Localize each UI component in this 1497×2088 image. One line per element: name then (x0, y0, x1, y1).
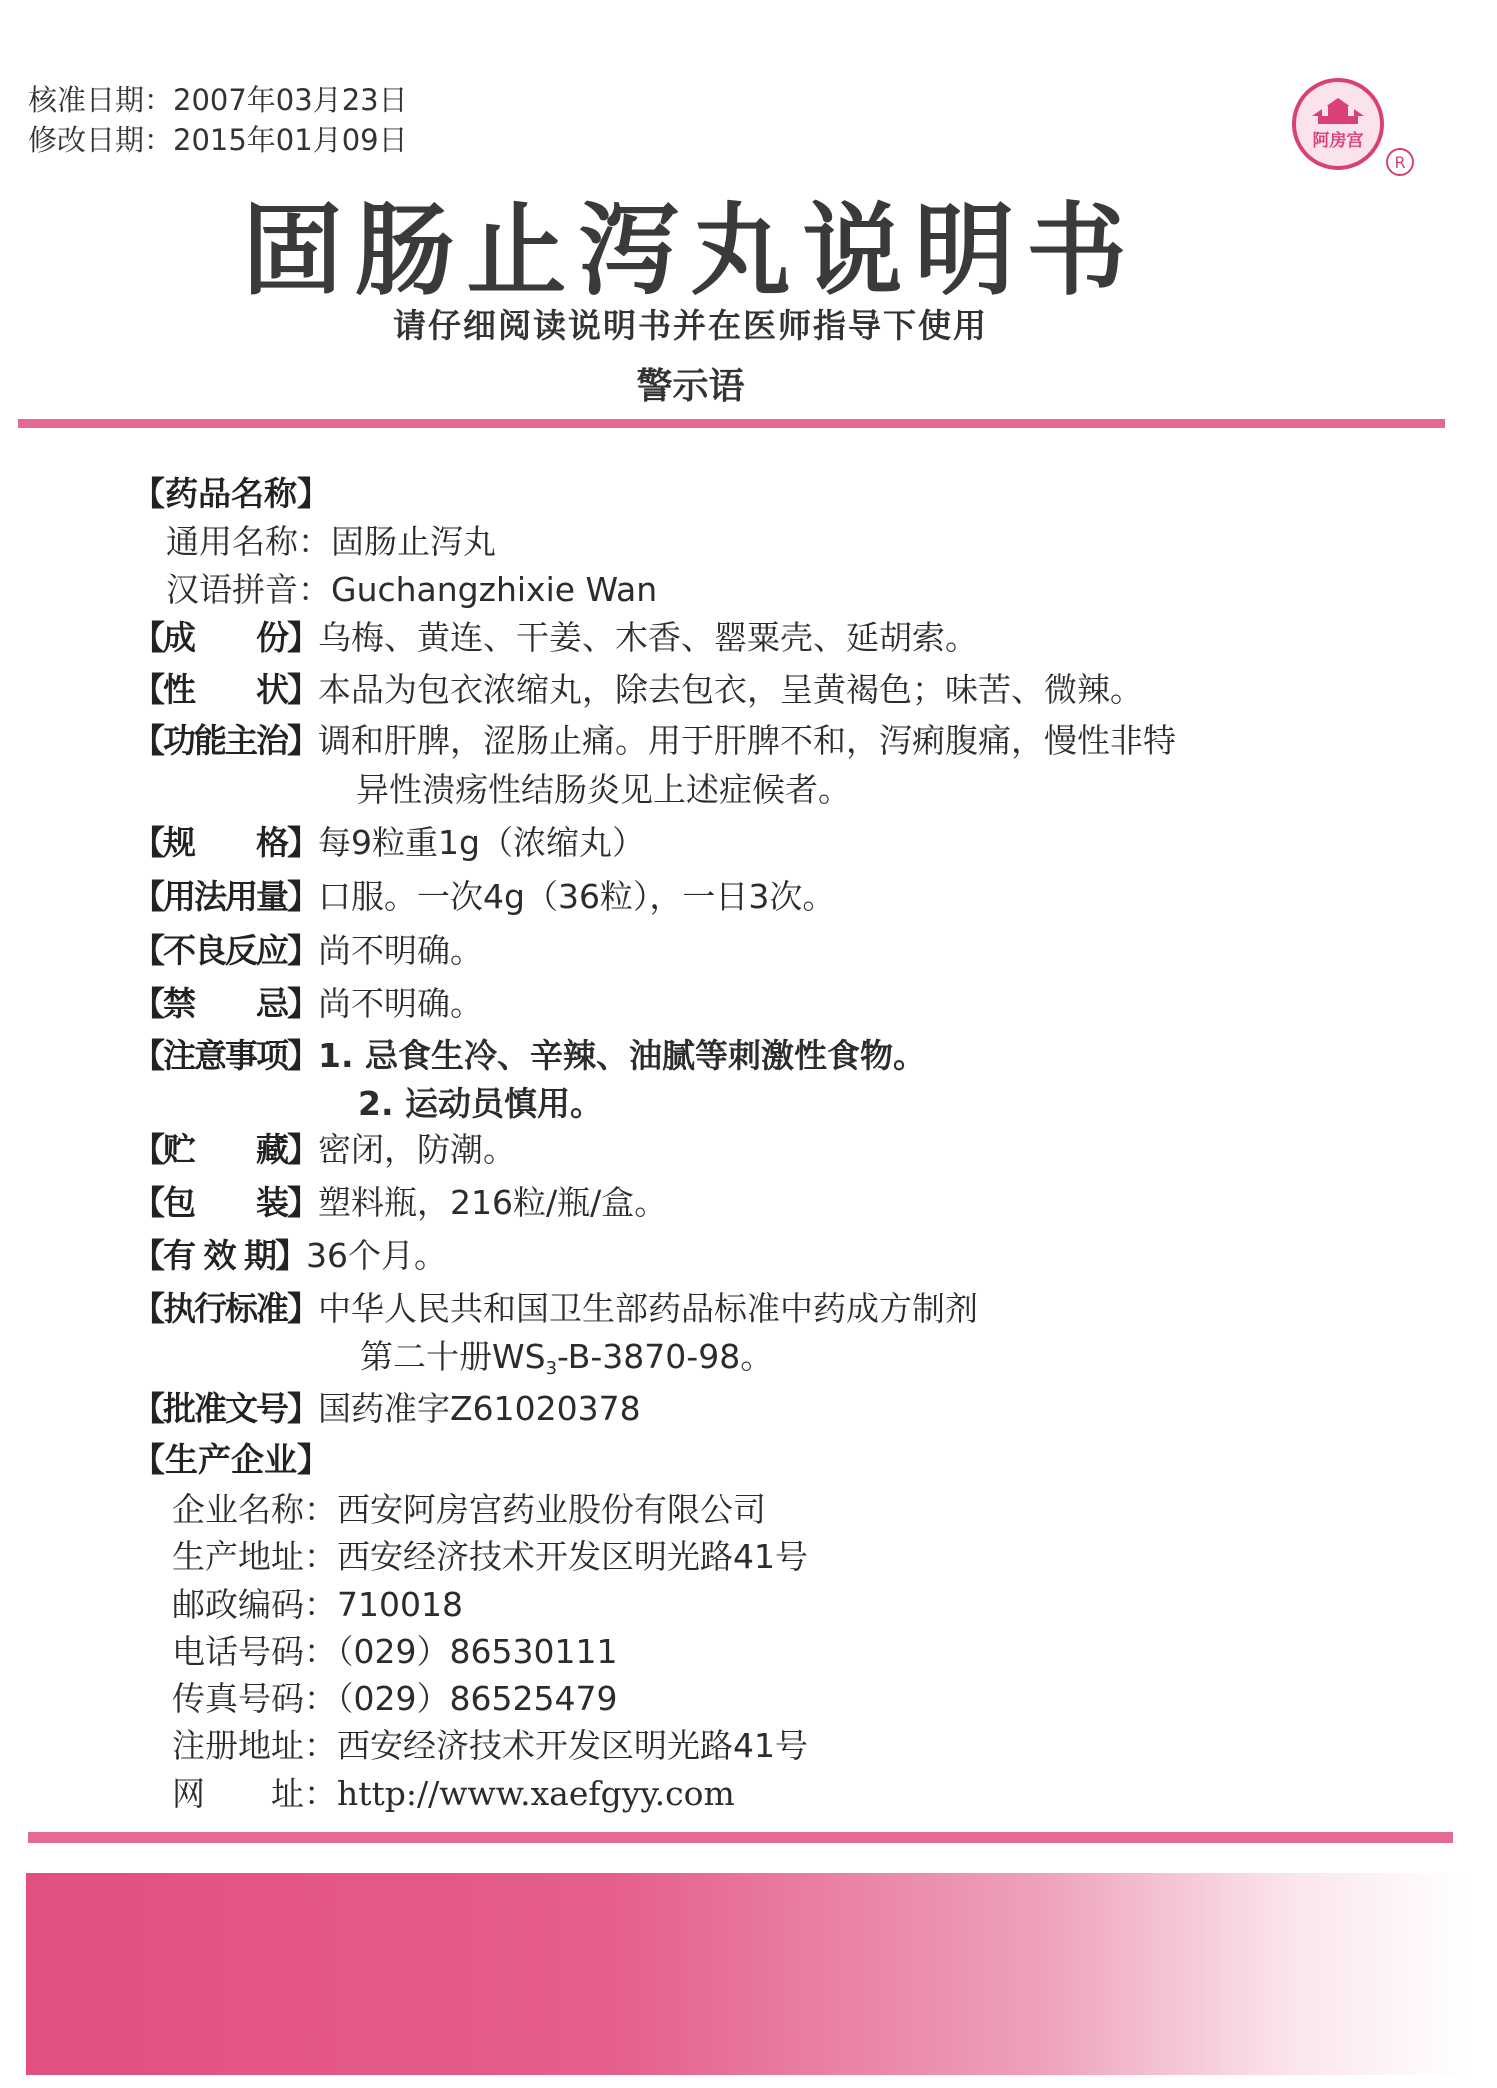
package-text: 塑料瓶，216粒/瓶/盒。 (318, 1183, 668, 1222)
manufacturer-row-fax (172, 1673, 617, 1720)
contraindications-row (132, 978, 483, 1025)
description-text: 本品为包衣浓缩丸，除去包衣，呈黄褐色；味苦、微辣。 (318, 670, 1143, 709)
ingredients-text: 乌梅、黄连、干姜、木香、罂粟壳、延胡索。 (318, 618, 978, 657)
manufacturer-row-name (172, 1484, 766, 1531)
dosage-heading: 【用法用量】 (132, 877, 318, 916)
website-link[interactable]: http://www.xaefgyy.com (337, 1774, 735, 1813)
manufacturer-label: 注册地址： (172, 1726, 337, 1765)
storage-heading: 【贮 藏】 (132, 1130, 318, 1169)
precautions-heading: 【注意事项】 (132, 1036, 318, 1075)
approval-heading: 【批准文号】 (132, 1389, 318, 1428)
manufacturer-label: 电话号码： (172, 1632, 337, 1671)
manufacturer-label: 企业名称： (172, 1490, 337, 1529)
manufacturer-value: （029）86525479 (337, 1679, 618, 1718)
manufacturer-value: （029）86530111 (337, 1632, 618, 1671)
storage-row (132, 1124, 516, 1171)
precautions-note-2: 2. 运动员慎用。 (358, 1084, 603, 1123)
indications-row (132, 715, 1176, 762)
manufacturer-label: 邮政编码： (172, 1585, 337, 1624)
ingredients-row (132, 612, 978, 659)
standard-text-2b: -B-3870-98。 (557, 1337, 774, 1376)
indications-text-2: 异性溃疡性结肠炎见上述症候者。 (356, 770, 851, 809)
dosage-text: 口服。一次4g（36粒），一日3次。 (318, 877, 836, 916)
indications-text-1: 调和肝脾，涩肠止痛。用于肝脾不和，泻痢腹痛，慢性非特 (318, 721, 1176, 760)
validity-heading: 【有 效 期】 (132, 1236, 306, 1275)
approval-text: 国药准字Z61020378 (318, 1389, 641, 1428)
warning-label: 警示语 (636, 366, 745, 407)
dosage-row (132, 871, 835, 918)
logo-text: 阿房宫 (1312, 131, 1364, 151)
standard-text-2a: 第二十册WS (360, 1337, 546, 1376)
standard-heading: 【执行标准】 (132, 1289, 318, 1328)
generic-name-label: 通用名称： (166, 522, 331, 561)
validity-row (132, 1230, 447, 1277)
description-row (132, 664, 1143, 711)
adverse-text: 尚不明确。 (318, 931, 483, 970)
manufacturer-value: 西安经济技术开发区明光路41号 (337, 1726, 808, 1765)
manufacturer-row-phone (172, 1626, 617, 1673)
manufacturer-value: 西安阿房宫药业股份有限公司 (337, 1490, 766, 1529)
pinyin-value: Guchangzhixie Wan (331, 570, 658, 609)
approval-date: 核准日期：2007年03月23日 (28, 83, 408, 117)
top-divider (18, 419, 1445, 428)
specification-heading: 【规 格】 (132, 823, 318, 862)
manufacturer-row-address (172, 1531, 808, 1578)
storage-text: 密闭，防潮。 (318, 1130, 516, 1169)
pinyin-label: 汉语拼音： (166, 570, 331, 609)
page-title: 固肠止泻丸说明书 (242, 191, 1139, 309)
approval-row (132, 1383, 641, 1430)
revision-date: 修改日期：2015年01月09日 (28, 123, 408, 157)
precautions-row (132, 1030, 926, 1077)
dates-block (28, 80, 408, 160)
contraindications-text: 尚不明确。 (318, 984, 483, 1023)
package-heading: 【包 装】 (132, 1183, 318, 1222)
manufacturer-label: 传真号码： (172, 1679, 337, 1718)
adverse-heading: 【不良反应】 (132, 931, 318, 970)
validity-text: 36个月。 (305, 1236, 447, 1275)
footer-color-band (26, 1873, 1471, 2075)
manufacturer-row-registered-address (172, 1720, 808, 1767)
standard-text-2 (360, 1331, 773, 1379)
adverse-row (132, 925, 483, 972)
generic-name-row (166, 516, 496, 563)
description-heading: 【性 状】 (132, 670, 318, 709)
standard-row (132, 1283, 978, 1330)
manufacturer-value: 西安经济技术开发区明光路41号 (337, 1537, 808, 1576)
manufacturer-row-postcode (172, 1579, 463, 1626)
standard-text-1: 中华人民共和国卫生部药品标准中药成方制剂 (318, 1289, 978, 1328)
package-row (132, 1177, 667, 1224)
drug-name-heading: 【药品名称】 (132, 474, 330, 513)
brand-logo (1290, 76, 1386, 172)
manufacturer-value: 710018 (337, 1585, 463, 1624)
bottom-divider (28, 1832, 1453, 1843)
svg-text:R: R (1394, 153, 1406, 172)
precautions-note-1: 1. 忌食生冷、辛辣、油腻等刺激性食物。 (318, 1036, 926, 1075)
specification-row (132, 817, 645, 864)
manufacturer-label: 网 址： (172, 1774, 337, 1813)
manufacturer-label: 生产地址： (172, 1537, 337, 1576)
pinyin-row (166, 564, 657, 611)
specification-text: 每9粒重1g（浓缩丸） (318, 823, 645, 862)
manufacturer-heading: 【生产企业】 (132, 1440, 330, 1479)
indications-heading: 【功能主治】 (132, 721, 318, 760)
standard-subscript: 3 (545, 1358, 558, 1379)
contraindications-heading: 【禁 忌】 (132, 984, 318, 1023)
generic-name-value: 固肠止泻丸 (331, 522, 496, 561)
ingredients-heading: 【成 份】 (132, 618, 318, 657)
subtitle: 请仔细阅读说明书并在医师指导下使用 (393, 306, 988, 345)
manufacturer-row-website (172, 1768, 735, 1815)
